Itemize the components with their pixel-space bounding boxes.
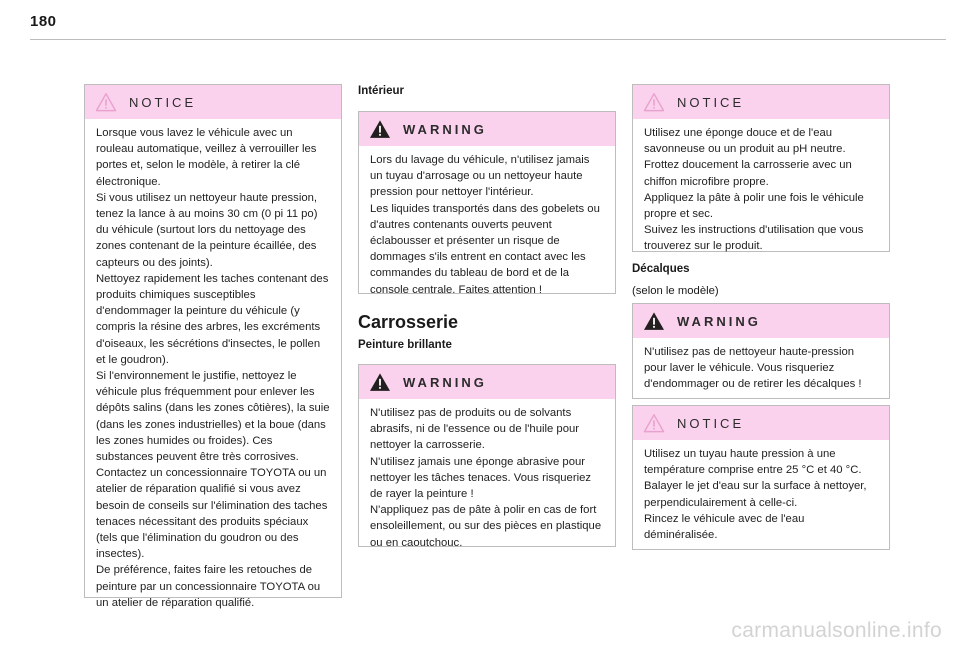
notice-box-cleaning <box>84 84 342 609</box>
notice-paragraph: Rincez le véhicule avec de l'eau déminéralisée. <box>644 512 805 542</box>
warning-paragraph: N'utilisez pas de nettoyeur haute-pression pour laver le véhicule. Vous risqueriez d'endommager ou de retirer les décalques ! <box>644 346 862 391</box>
notice-body <box>633 440 889 551</box>
warning-body <box>359 399 615 559</box>
warning-body <box>359 146 615 306</box>
notice-paragraph: Frottez doucement la carrosserie avec un chiffon microfibre propre. <box>644 159 852 188</box>
notice-header <box>85 85 341 119</box>
section-heading-carrosserie: Carrosserie <box>358 312 459 332</box>
notice-paragraph: Si l'environnement le justifie, nettoyez le véhicule plus fréquemment pour enlever les dépôts salins (dans les zones côtières), la suie (dans les zones industrielles) et la boue (dans les zones humides ou froides). Ces substances peuvent être très corrosives. <box>96 370 330 464</box>
warning-title: WARNING <box>677 313 761 329</box>
notice-paragraph: Lorsque vous lavez le véhicule avec un rouleau automatique, veillez à verrouiller les portes et, selon le modèle, à retirer la clé électronique. <box>96 127 317 188</box>
notice-paragraph: Balayer le jet d'eau sur la surface à nettoyer, perpendiculairement à celle-ci. <box>644 480 867 509</box>
watermark: carmanualsonline.info <box>731 619 942 642</box>
warning-triangle-icon <box>643 311 665 331</box>
warning-triangle-icon <box>369 372 391 392</box>
warning-body <box>633 338 889 401</box>
notice-paragraph: Suivez les instructions d'utilisation que vous trouverez sur le produit. <box>644 224 864 253</box>
notice-paragraph: Nettoyez rapidement les taches contenant des produits chimiques susceptibles d'endommager la peinture du véhicule (y compris la résine des arbres, les excréments d'oiseaux, les sécrétions d'insectes, le pollen et le goudron). <box>96 272 329 366</box>
notice-box-washing <box>632 84 890 252</box>
notice-paragraph: Appliquez la pâte à polir une fois le véhicule propre et sec. <box>644 191 864 221</box>
notice-header <box>633 406 889 440</box>
notice-title: NOTICE <box>677 415 745 431</box>
warning-paragraph: Les liquides transportés dans des gobelets ou d'autres contenants ouverts peuvent éclabousser et présenter un risque de dommages s'ils entrent en contact avec les commandes du tableau de bord et de la console centrale. Faites attention ! <box>370 202 600 296</box>
notice-header <box>633 85 889 119</box>
notice-paragraph: Utilisez un tuyau haute pression à une température comprise entre 25 °C et 40 °C. <box>644 448 862 477</box>
notice-paragraph: Utilisez une éponge douce et de l'eau savonneuse ou un produit au pH neutre. <box>644 127 846 156</box>
interior-heading: Intérieur <box>358 85 405 97</box>
notice-title: NOTICE <box>677 94 745 110</box>
warning-header <box>359 365 615 399</box>
page-number: 180 <box>30 13 57 30</box>
notice-triangle-icon <box>95 92 117 112</box>
notice-body <box>85 119 341 619</box>
notice-triangle-icon <box>643 92 665 112</box>
warning-paragraph: N'appliquez pas de pâte à polir en cas de fort ensoleillement, ou sur des pièces en plastique ou en caoutchouc. <box>370 504 602 549</box>
warning-box-interior <box>358 111 616 294</box>
warning-title: WARNING <box>403 121 487 137</box>
warning-paragraph: N'utilisez jamais une éponge abrasive pour nettoyer les tâches tenaces. Vous risqueriez de rayer la peinture ! <box>370 455 592 501</box>
warning-header <box>359 112 615 146</box>
top-divider <box>30 39 946 40</box>
warning-box-decals <box>632 303 890 399</box>
warning-box-paint <box>358 364 616 547</box>
notice-box-decals <box>632 405 890 550</box>
subheading-peinture: Peinture brillante <box>358 339 452 351</box>
notice-paragraph: Contactez un concessionnaire TOYOTA ou un atelier de réparation qualifié si vous avez besoin de conseils sur l'élimination des taches tenaces nécessitant des produits spéciaux (tels que l'élimination du goudron ou des insectes). <box>96 467 328 561</box>
notice-triangle-icon <box>643 413 665 433</box>
warning-title: WARNING <box>403 374 487 390</box>
warning-paragraph: N'utilisez pas de produits ou de solvants abrasifs, ni de l'essence ou de l'huile pour nettoyer la carrosserie. <box>370 407 580 452</box>
notice-body <box>633 119 889 263</box>
notice-paragraph: Si vous utilisez un nettoyeur haute pression, tenez la lance à au moins 30 cm (0 pi 11 po) du véhicule (surtout lors du nettoyage des zones contenant de la peinture écaillée, des capteurs ou des joints). <box>96 191 318 269</box>
decals-heading: Décalques <box>632 263 690 275</box>
warning-header <box>633 304 889 338</box>
warning-paragraph: Lors du lavage du véhicule, n'utilisez jamais un tuyau d'arrosage ou un nettoyeur haute pression pour nettoyer l'intérieur. <box>370 154 590 199</box>
warning-triangle-icon <box>369 119 391 139</box>
notice-paragraph: De préférence, faites faire les retouches de peinture par un concessionnaire TOYOTA ou un atelier de réparation qualifié. <box>96 564 321 609</box>
decals-note: (selon le modèle) <box>632 285 719 297</box>
notice-title: NOTICE <box>129 94 197 110</box>
